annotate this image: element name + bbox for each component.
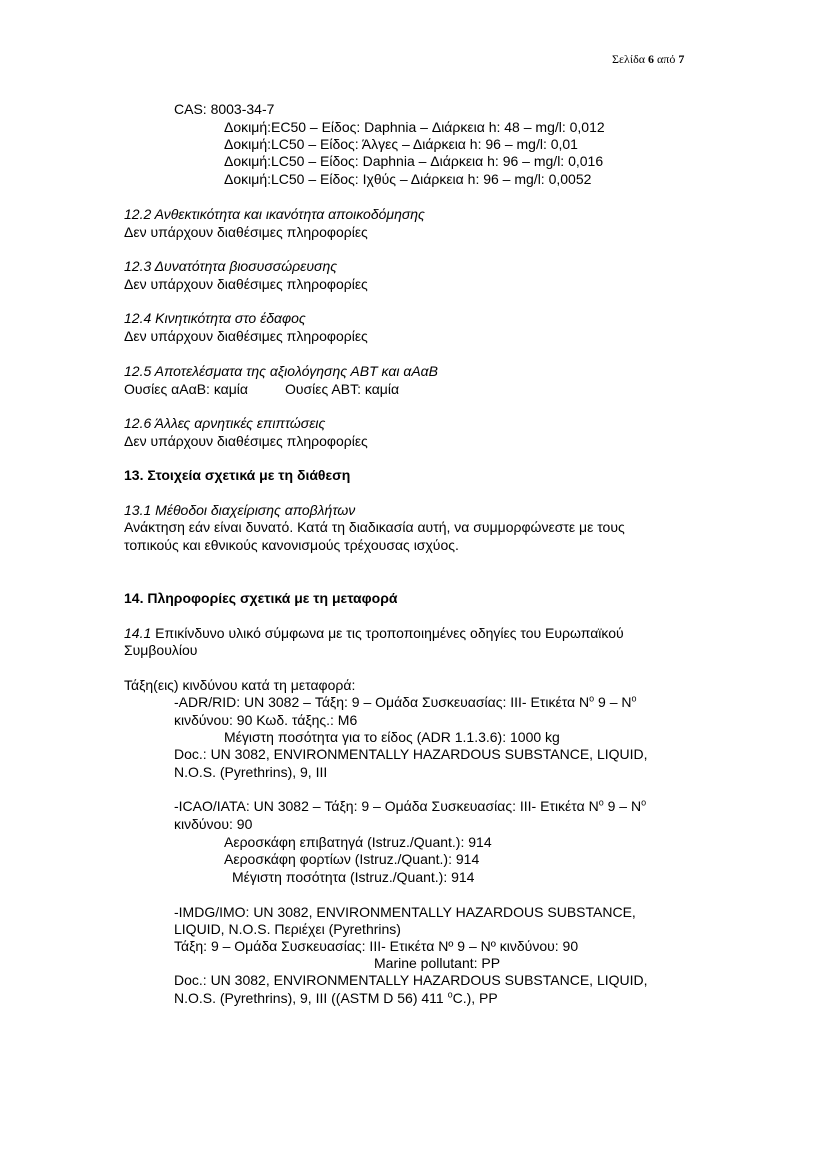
icao-line: Μέγιστη ποσότητα (Istruz./Quant.): 914 — [232, 869, 475, 885]
section-12-2-text: Δεν υπάρχουν διαθέσιμες πληροφορίες — [124, 224, 368, 240]
toxicity-test: Δοκιμή:EC50 – Είδος: Daphnia – Διάρκεια h: 48 – mg/l: 0,012 — [224, 119, 605, 135]
section-12-3-title: 12.3 Δυνατότητα βιοσυσσώρευσης — [124, 258, 338, 274]
icao-line: Αεροσκάφη επιβατηγά (Istruz./Quant.): 914 — [224, 834, 492, 850]
section-12-6-text: Δεν υπάρχουν διαθέσιμες πληροφορίες — [124, 433, 368, 449]
section-14-1-line: 14.1 Επικίνδυνο υλικό σύμφωνα με τις τροποποιημένες οδηγίες του Ευρωπαϊκού — [124, 625, 624, 641]
toxicity-test: Δοκιμή:LC50 – Είδος: Daphnia – Διάρκεια h: 96 – mg/l: 0,016 — [224, 153, 604, 169]
imdg-line: Marine pollutant: PP — [374, 955, 501, 971]
imdg-line: -IMDG/IMO: UN 3082, ENVIRONMENTALLY HAZARDOUS SUBSTANCE, — [174, 904, 636, 920]
imdg-line: Τάξη: 9 – Ομάδα Συσκευασίας: ΙΙΙ- Ετικέτα Nº 9 – Nº κινδύνου: 90 — [174, 938, 579, 954]
adr-line: Doc.: UN 3082, ENVIRONMENTALLY HAZARDOUS SUBSTANCE, LIQUID, — [174, 746, 648, 762]
adr-line: κινδύνου: 90 Κωδ. τάξης.: M6 — [174, 712, 358, 728]
icao-line: Αεροσκάφη φορτίων (Istruz./Quant.): 914 — [224, 851, 480, 867]
section-12-2-title: 12.2 Ανθεκτικότητα και ικανότητα αποικοδόμησης — [124, 206, 425, 222]
adr-line: Μέγιστη ποσότητα για το είδος (ADR 1.1.3.6): 1000 kg — [224, 729, 560, 745]
cas-number: CAS: 8003-34-7 — [174, 101, 275, 117]
section-13-1-line: τοπικούς και εθνικούς κανονισμούς τρέχουσας ισχύος. — [124, 537, 459, 553]
imdg-line: N.O.S. (Pyrethrins), 9, III ((ASTM D 56) 411 $^o$C.), PP — [174, 989, 498, 1006]
toxicity-test: Δοκιμή:LC50 – Είδος: Ιχθύς – Διάρκεια h: 96 – mg/l: 0,0052 — [224, 171, 592, 187]
section-12-5-text-a: Ουσίες αΑαΒ: καμία — [124, 381, 249, 397]
section-12-5-text-b: Ουσίες ΑΒΤ: καμία — [285, 381, 400, 397]
toxicity-test: Δοκιμή:LC50 – Είδος: Άλγες – Διάρκεια h: 96 – mg/l: 0,01 — [224, 136, 578, 152]
imdg-line: Doc.: UN 3082, ENVIRONMENTALLY HAZARDOUS SUBSTANCE, LIQUID, — [174, 972, 648, 988]
adr-line: N.O.S. (Pyrethrins), 9, III — [174, 764, 328, 780]
icao-line: -ICAO/IATA: UN 3082 – Τάξη: 9 – Ομάδα Συσκευασίας: ΙΙΙ- Ετικέτα $N^o$ $9 - N^o$ — [174, 797, 647, 814]
section-12-6-title: 12.6 Άλλες αρνητικές επιπτώσεις — [124, 415, 326, 431]
section-13-1-title: 13.1 Μέθοδοι διαχείρισης αποβλήτων — [124, 502, 356, 518]
transport-classes-label: Τάξη(εις) κινδύνου κατά τη μεταφορά: — [124, 677, 356, 693]
imdg-line: LIQUID, N.O.S. Περιέχει (Pyrethrins) — [174, 921, 401, 937]
section-12-4-text: Δεν υπάρχουν διαθέσιμες πληροφορίες — [124, 328, 368, 344]
section-12-5-title: 12.5 Αποτελέσματα της αξιολόγησης ΑΒΤ και αΑαΒ — [124, 363, 438, 379]
section-13-1-line: Ανάκτηση εάν είναι δυνατό. Κατά τη διαδικασία αυτή, να συμμορφώνεστε με τους — [124, 519, 625, 535]
section-14-heading: 14. Πληροφορίες σχετικά με τη μεταφορά — [124, 590, 398, 606]
section-12-3-text: Δεν υπάρχουν διαθέσιμες πληροφορίες — [124, 276, 368, 292]
page-number: Σελίδα 6 από 7 — [612, 52, 685, 66]
section-14-1-line: Συμβουλίου — [124, 642, 198, 658]
icao-line: κινδύνου: 90 — [174, 816, 253, 832]
section-12-4-title: 12.4 Κινητικότητα στο έδαφος — [124, 310, 306, 326]
section-13-heading: 13. Στοιχεία σχετικά με τη διάθεση — [124, 467, 351, 483]
adr-line: -ADR/RID: UN 3082 – Τάξη: 9 – Ομάδα Συσκευασίας: ΙΙΙ- Ετικέτα $N^o$ $9 - N^o$ — [174, 693, 637, 710]
